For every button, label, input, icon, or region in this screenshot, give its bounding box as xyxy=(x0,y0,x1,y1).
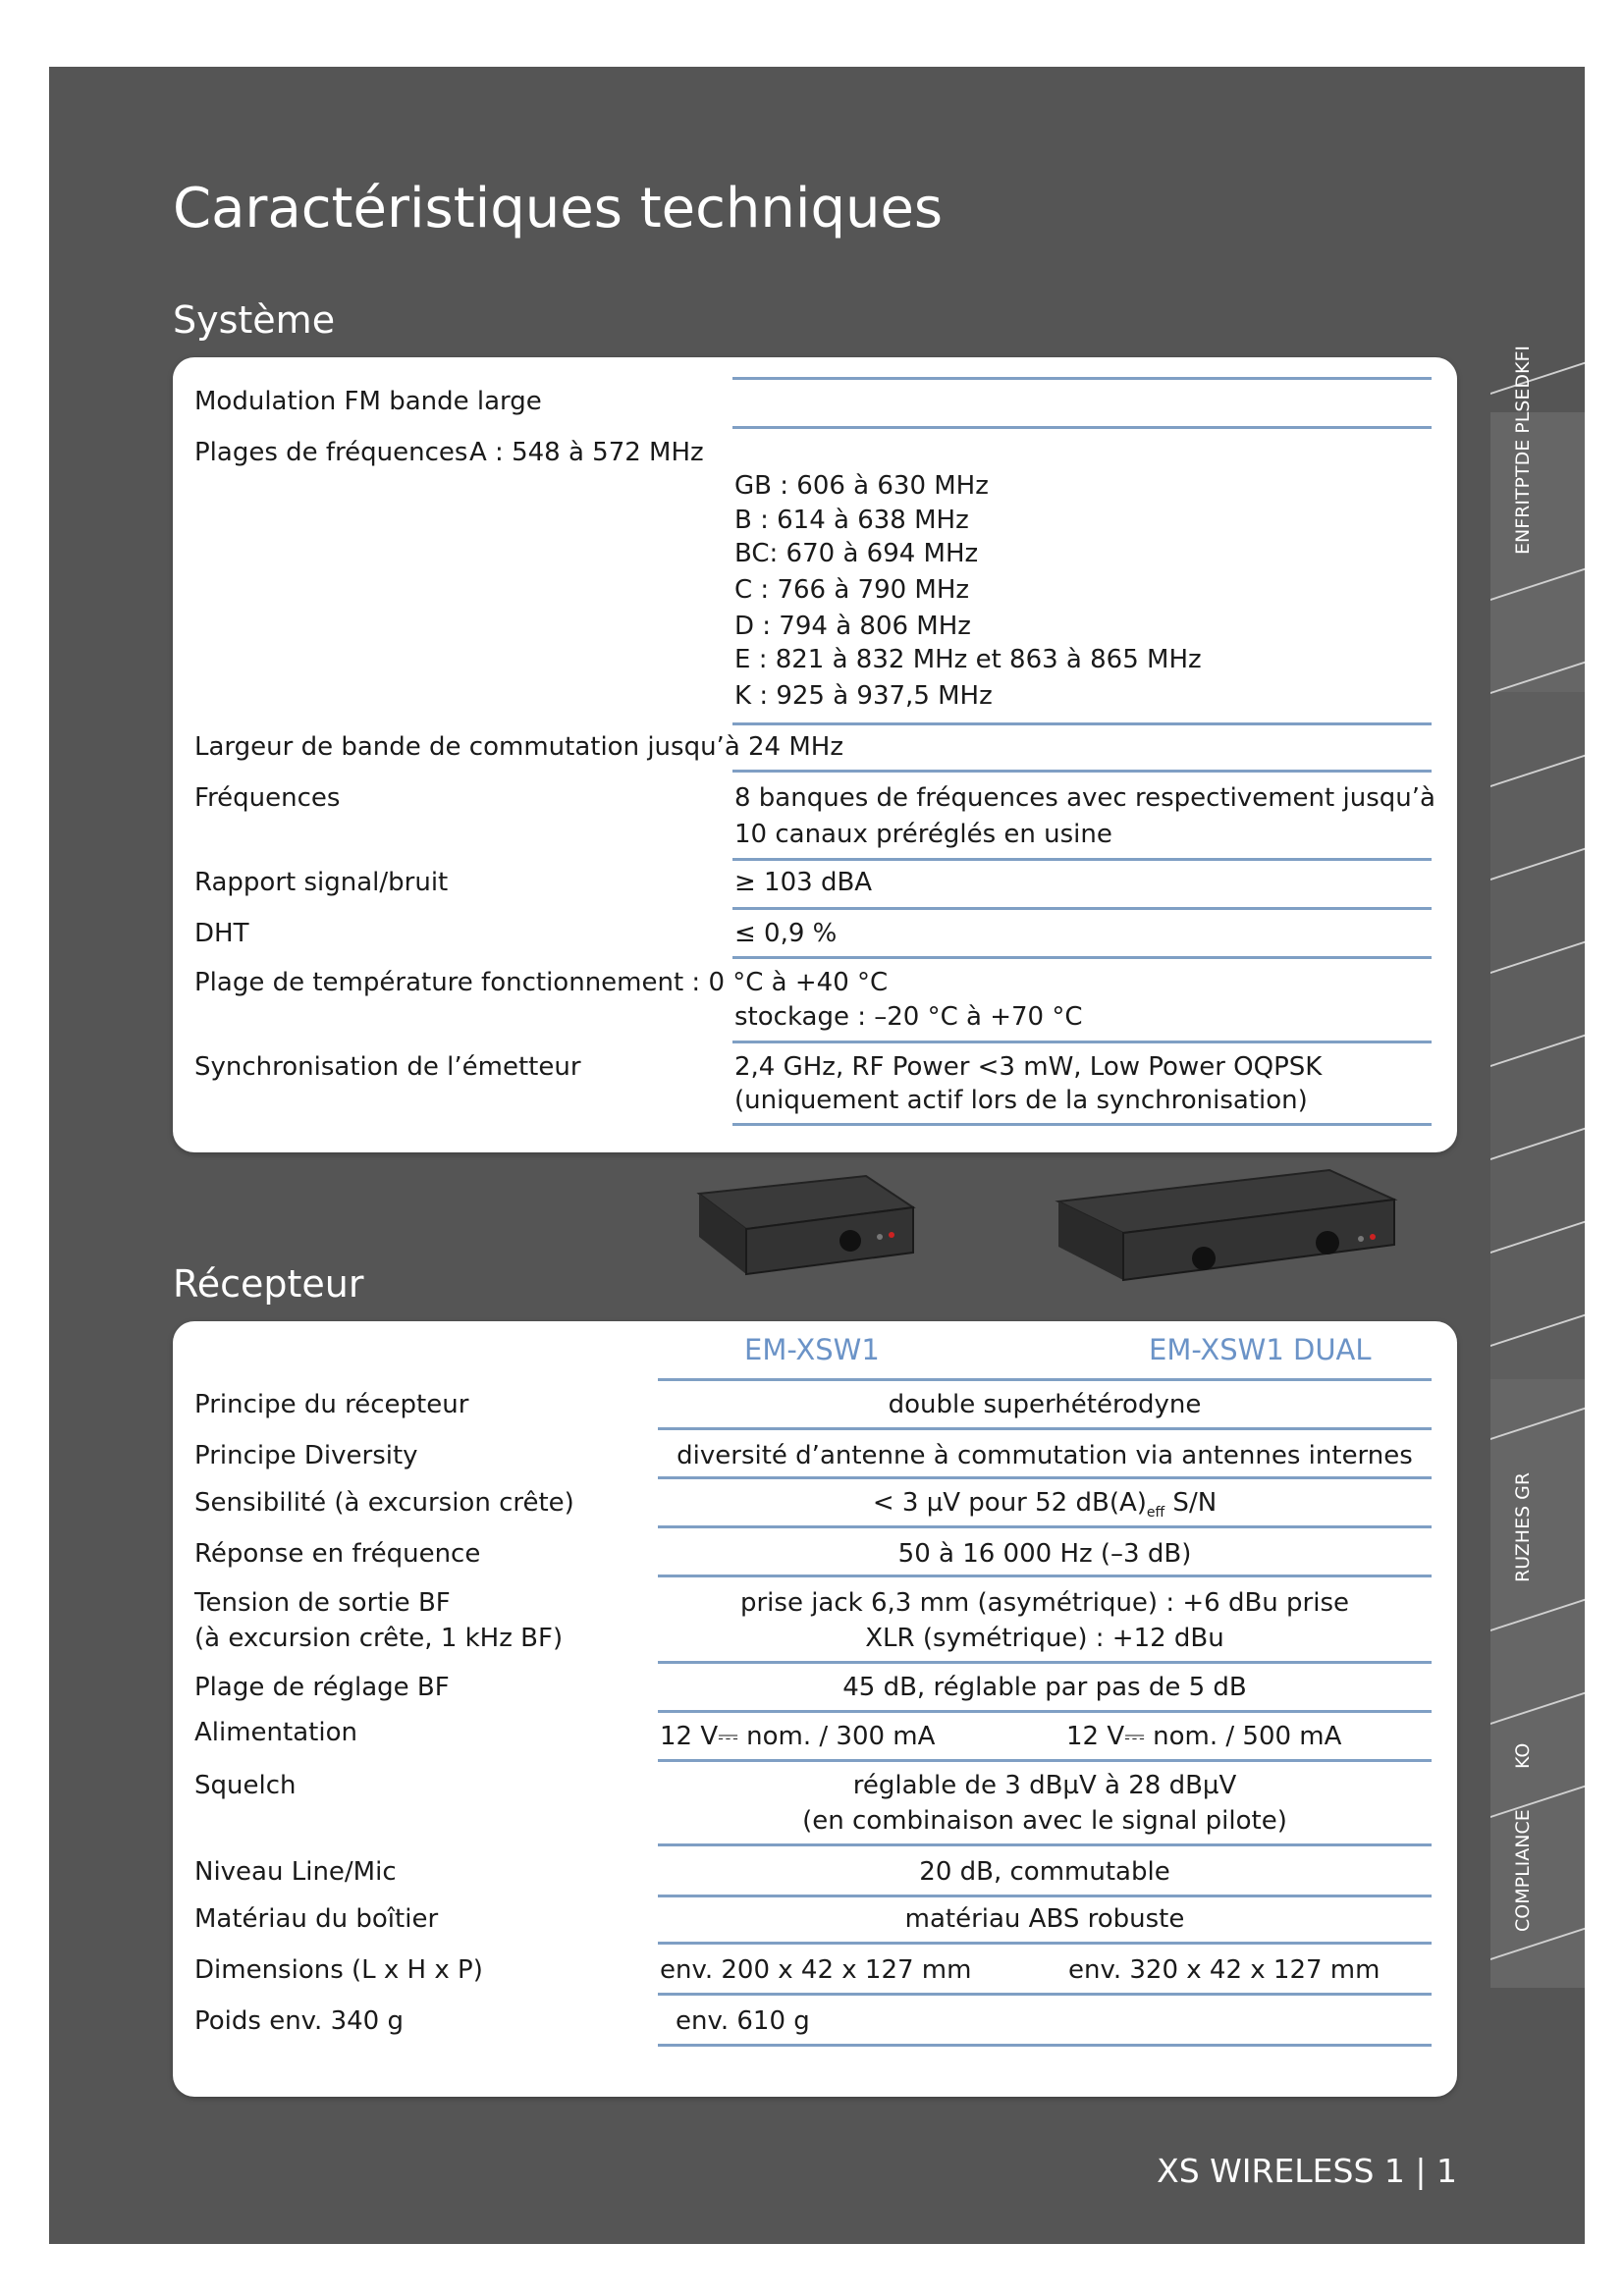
row-frequences-label: Fréquences xyxy=(194,783,341,813)
rule xyxy=(658,1843,1432,1846)
rule xyxy=(658,1895,1432,1897)
row-materiau-label: Matériau du boîtier xyxy=(194,1904,439,1934)
row-alim-value-2: 12 V⎓ nom. / 500 mA xyxy=(1066,1722,1342,1751)
tab-languages-2[interactable] xyxy=(1490,692,1585,1379)
row-squelch-value-2: (en combinaison avec le signal pilote) xyxy=(802,1806,1287,1836)
row-diversity-label: Principe Diversity xyxy=(194,1441,418,1470)
row-niveau-label: Niveau Line/Mic xyxy=(194,1857,397,1887)
row-materiau-value: matériau ABS robuste xyxy=(904,1904,1185,1934)
row-modulation: Modulation FM bande large xyxy=(194,387,542,416)
plage-b: B : 614 à 638 MHz xyxy=(734,506,969,535)
tab-languages-3[interactable] xyxy=(1490,1379,1585,1988)
row-plages-label: Plages de fréquences xyxy=(194,438,468,467)
row-sync-value-1: 2,4 GHz, RF Power <3 mW, Low Power OQPSK xyxy=(734,1052,1323,1082)
section-title-recepteur: Récepteur xyxy=(173,1262,364,1306)
rule xyxy=(732,1041,1432,1043)
row-reponse-label: Réponse en fréquence xyxy=(194,1539,481,1569)
row-sensibilite-value xyxy=(658,1486,1432,1530)
rule xyxy=(658,2044,1432,2047)
rule xyxy=(732,770,1432,773)
tab-languages-1[interactable] xyxy=(1490,412,1585,697)
tab-label-ko[interactable]: KO xyxy=(1512,1742,1534,1769)
rule xyxy=(732,426,1432,429)
row-dimensions-value-1: env. 200 x 42 x 127 mm xyxy=(660,1955,972,1985)
card-recepteur xyxy=(173,1321,1457,2097)
row-squelch-label: Squelch xyxy=(194,1771,297,1800)
plage-a: A : 548 à 572 MHz xyxy=(469,438,704,467)
rule xyxy=(658,1710,1432,1713)
column-header-em-xsw1-dual: EM-XSW1 DUAL xyxy=(1149,1333,1372,1366)
row-tension-label-1: Tension de sortie BF xyxy=(194,1588,451,1618)
row-niveau-value: 20 dB, commutable xyxy=(919,1857,1170,1887)
page-title: Caractéristiques techniques xyxy=(173,177,944,240)
rule xyxy=(732,1123,1432,1126)
plage-gb: GB : 606 à 630 MHz xyxy=(734,471,989,501)
row-dimensions-label: Dimensions (L x H x P) xyxy=(194,1955,483,1985)
rule xyxy=(658,1575,1432,1577)
card-systeme xyxy=(173,357,1457,1152)
row-dht-value: ≤ 0,9 % xyxy=(734,919,838,948)
row-principe-label: Principe du récepteur xyxy=(194,1390,469,1419)
row-diversity-value: diversité d’antenne à commutation via antennes internes xyxy=(677,1441,1413,1470)
plage-bc: BC: 670 à 694 MHz xyxy=(734,539,979,568)
row-alim-value-1: 12 V⎓ nom. / 300 mA xyxy=(660,1722,936,1751)
rule xyxy=(658,1427,1432,1430)
rule xyxy=(658,1993,1432,1996)
row-squelch-value-1: réglable de 3 dBµV à 28 dBµV xyxy=(852,1771,1237,1800)
rule xyxy=(658,1476,1432,1479)
sensibilite-subscript: eff xyxy=(1146,1505,1165,1521)
rule xyxy=(732,956,1432,959)
row-sensibilite-label: Sensibilité (à excursion crête) xyxy=(194,1488,574,1518)
row-alim-label: Alimentation xyxy=(194,1718,357,1747)
rule xyxy=(732,722,1432,725)
plage-c: C : 766 à 790 MHz xyxy=(734,575,970,605)
rule xyxy=(732,858,1432,861)
row-principe-value: double superhétérodyne xyxy=(888,1390,1202,1419)
sensibilite-suffix: S/N xyxy=(1164,1488,1218,1518)
column-header-em-xsw1: EM-XSW1 xyxy=(744,1333,880,1366)
row-frequences-value-1: 8 banques de fréquences avec respectivement jusqu’à xyxy=(734,783,1435,813)
row-tension-value-1: prise jack 6,3 mm (asymétrique) : +6 dBu prise xyxy=(739,1588,1349,1618)
row-tension-label-2: (à excursion crête, 1 kHz BF) xyxy=(194,1624,564,1653)
rule xyxy=(658,1661,1432,1664)
row-temp-1: Plage de température fonctionnement : 0 °C à +40 °C xyxy=(194,968,889,997)
row-tension-value-2: XLR (symétrique) : +12 dBu xyxy=(865,1624,1224,1653)
plage-e: E : 821 à 832 MHz et 863 à 865 MHz xyxy=(734,645,1202,674)
row-snr-label: Rapport signal/bruit xyxy=(194,868,449,897)
row-sync-label: Synchronisation de l’émetteur xyxy=(194,1052,581,1082)
rule xyxy=(732,377,1432,380)
row-dimensions-value-2: env. 320 x 42 x 127 mm xyxy=(1068,1955,1380,1985)
rule xyxy=(732,907,1432,910)
row-poids-label: Poids env. 340 g xyxy=(194,2006,404,2036)
footer-page-label: XS WIRELESS 1 | 1 xyxy=(1157,2152,1457,2190)
plage-k: K : 925 à 937,5 MHz xyxy=(734,681,993,711)
section-title-systeme: Système xyxy=(173,298,336,342)
em-xsw1-dual-device-image xyxy=(1051,1164,1404,1290)
rule xyxy=(658,1942,1432,1945)
row-largeur: Largeur de bande de commutation jusqu’à 24 MHz xyxy=(194,732,843,762)
row-frequences-value-2: 10 canaux préréglés en usine xyxy=(734,820,1112,849)
tab-label-languages[interactable]: ENFRITPTDE PLSEDKFI xyxy=(1512,345,1534,555)
tab-label-ruzhes-gr[interactable]: RUZHES GR xyxy=(1512,1471,1534,1582)
row-reglage-label: Plage de réglage BF xyxy=(194,1673,450,1702)
plage-d: D : 794 à 806 MHz xyxy=(734,612,971,641)
row-sync-value-2: (uniquement actif lors de la synchronisation) xyxy=(734,1086,1308,1115)
row-snr-value: ≥ 103 dBA xyxy=(734,868,873,897)
rule xyxy=(658,1759,1432,1762)
em-xsw1-device-image xyxy=(687,1166,923,1292)
row-poids-value: env. 610 g xyxy=(676,2006,810,2036)
row-reponse-value: 50 à 16 000 Hz (–3 dB) xyxy=(897,1539,1192,1569)
row-temp-2: stockage : –20 °C à +70 °C xyxy=(734,1002,1083,1032)
tab-label-compliance[interactable]: COMPLIANCE xyxy=(1512,1809,1534,1932)
row-dht-label: DHT xyxy=(194,919,249,948)
rule xyxy=(658,1525,1432,1528)
row-reglage-value: 45 dB, réglable par pas de 5 dB xyxy=(842,1673,1247,1702)
sensibilite-main: < 3 µV pour 52 dB(A) xyxy=(872,1488,1147,1518)
rule xyxy=(658,1378,1432,1381)
